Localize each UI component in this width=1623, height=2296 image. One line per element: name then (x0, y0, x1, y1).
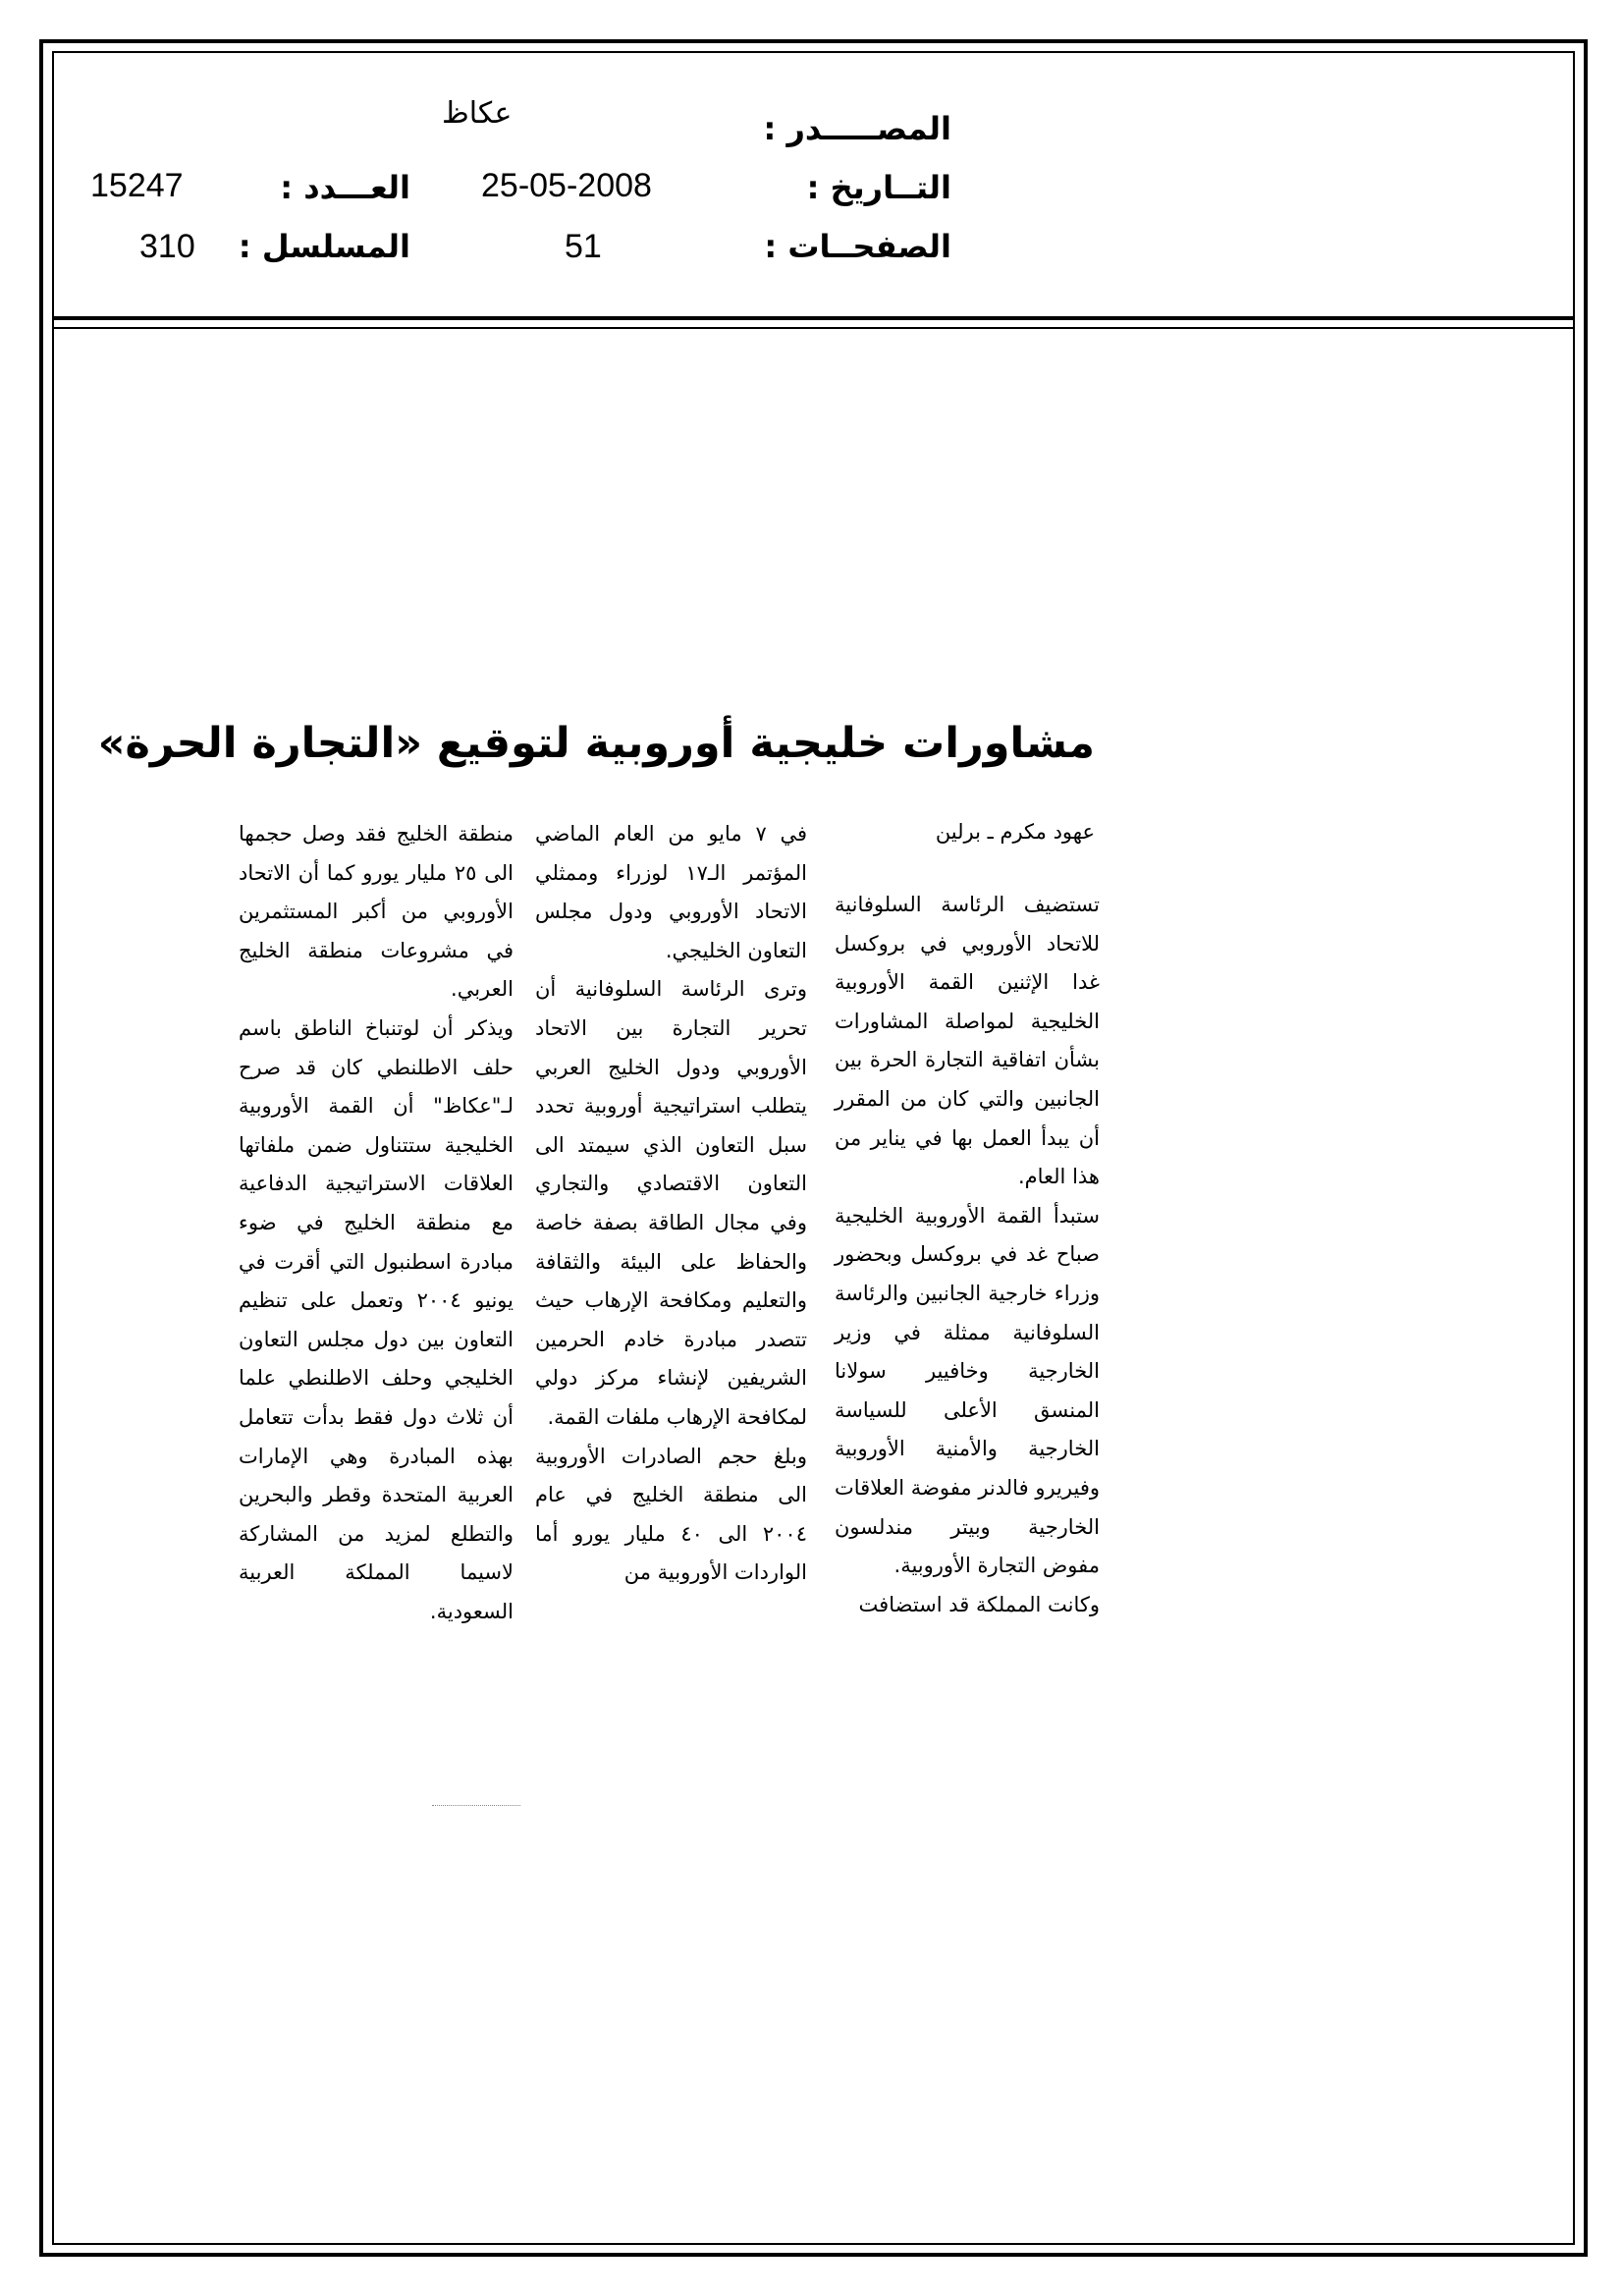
article-column-1 (835, 886, 1100, 1624)
header-divider (52, 316, 1575, 320)
article-column-3 (239, 815, 514, 1631)
paragraph: تستضيف الرئاسة السلوفانية للاتحاد الأوروبي في بروكسل غدا الإثنين القمة الأوروبية الخليجية لمواصلة المشاورات بشأن اتفاقية التجارة الحرة بين الجانبين والتي كان من المقرر أن يبدأ العمل بها في يناير من هذا العام. (835, 893, 1100, 1189)
date-label: التــاريخ : (806, 169, 951, 206)
article-headline: مشاورات خليجية أوروبية لتوقيع «التجارة الحرة» (97, 719, 1095, 768)
paragraph: في ٧ مايو من العام الماضي المؤتمر الـ١٧ لوزراء وممثلي الاتحاد الأوروبي ودول مجلس التعاون الخليجي. (535, 822, 808, 962)
issue-number: 15247 (90, 167, 184, 204)
paragraph: وبلغ حجم الصادرات الأوروبية الى منطقة الخليج في عام ٢٠٠٤ الى ٤٠ مليار يورو أما الواردات الأوروبية من (535, 1444, 807, 1585)
paragraph: وكانت المملكة قد استضافت (858, 1592, 1100, 1616)
serial-label: المسلسل : (238, 228, 410, 265)
pages-value: 51 (565, 228, 602, 265)
paragraph: منطقة الخليج فقد وصل حجمها الى ٢٥ مليار يورو كما أن الاتحاد الأوروبي من أكبر المستثمرين في مشروعات منطقة الخليج العربي. (239, 822, 514, 1002)
end-separator (432, 1805, 520, 1806)
paragraph: وترى الرئاسة السلوفانية أن تحرير التجارة بين الاتحاد الأوروبي ودول الخليج العربي يتطلب استراتيجية أوروبية تحدد سبل التعاون الذي سيمتد الى التعاون الاقتصادي والتجاري وفي مجال الطاقة بصفة خاصة والحفاظ على البيئة والثقافة والتعليم ومكافحة الإرهاب حيث تتصدر مبادرة خادم الحرمين الشريفين لإنشاء مركز دولي لمكافحة الإرهاب ملفات القمة. (535, 977, 807, 1429)
header-divider-thin (52, 327, 1575, 329)
article-byline: عهود مكرم ـ برلين (935, 820, 1095, 844)
serial-number: 310 (139, 228, 195, 265)
issue-label: العـــدد : (280, 169, 410, 206)
source-label: المصـــــدر : (763, 110, 951, 147)
article-column-2 (535, 815, 807, 1593)
source-value: عكاظ (442, 96, 513, 131)
pages-label: الصفحــات : (764, 228, 951, 265)
paragraph: ويذكر أن لوتنباخ الناطق باسم حلف الاطلنطي كان قد صرح لـ"عكاظ" أن القمة الأوروبية الخليجية ستتناول ضمن ملفاتها العلاقات الاستراتيجية الدفاعية مع منطقة الخليج في ضوء مبادرة اسطنبول التي أقرت في يونيو ٢٠٠٤ وتعمل على تنظيم التعاون بين دول مجلس التعاون الخليجي وحلف الاطلنطي علما أن ثلاث دول فقط بدأت تتعامل بهذه المبادرة وهي الإمارات العربية المتحدة وقطر والبحرين والتطلع لمزيد من المشاركة لاسيما المملكة العربية السعودية. (239, 1015, 514, 1623)
date-value: 25-05-2008 (481, 167, 652, 204)
paragraph: ستبدأ القمة الأوروبية الخليجية صباح غد في بروكسل وبحضور وزراء خارجية الجانبين والرئاسة السلوفانية ممثلة في وزير الخارجية وخافيير سولانا المنسق الأعلى للسياسة الخارجية والأمنية الأوروبية وفيريرو فالدنر مفوضة العلاقات الخارجية وبيتر مندلسون مفوض التجارة الأوروبية. (835, 1203, 1100, 1578)
